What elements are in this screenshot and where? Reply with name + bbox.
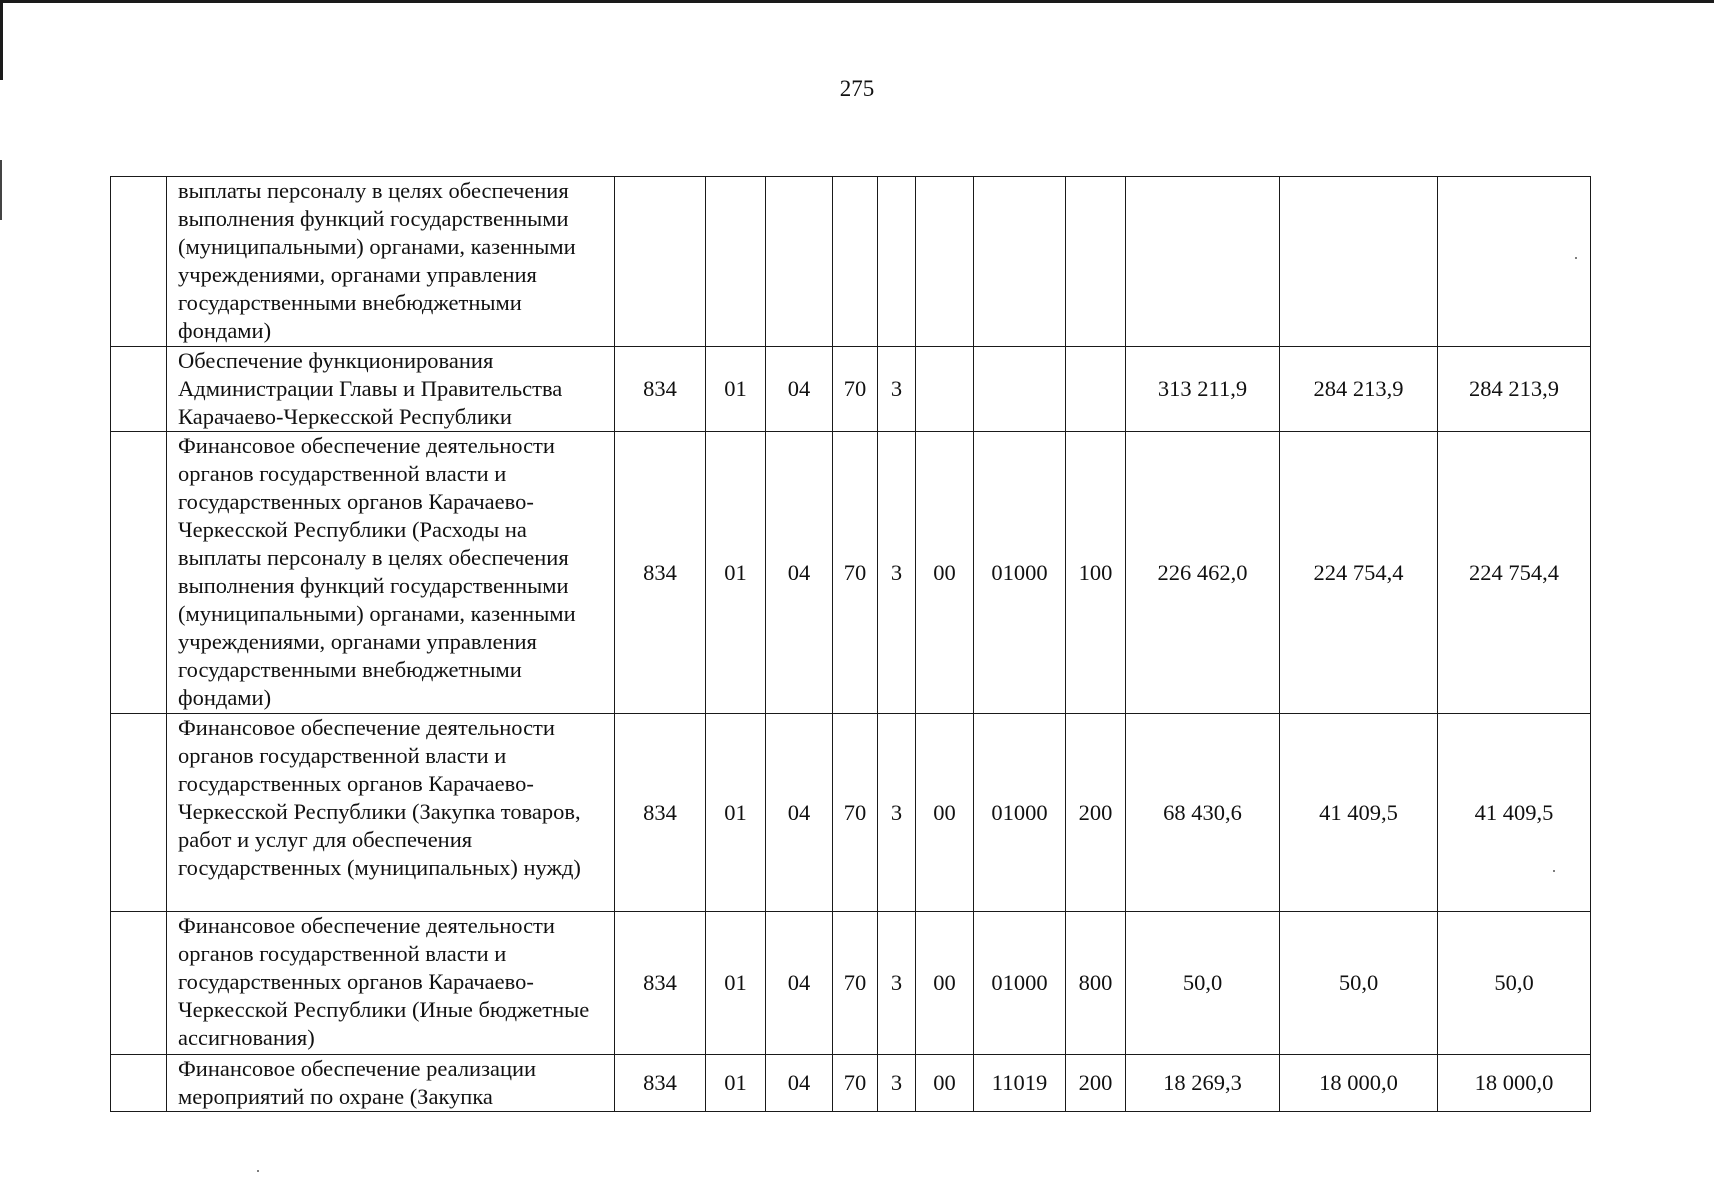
section-code: 01: [706, 714, 766, 912]
subsection-code: [766, 177, 833, 347]
subprogram-code: 3: [878, 714, 916, 912]
program-code: 70: [833, 912, 878, 1055]
row-index-cell: [111, 912, 167, 1055]
ministry-code: 834: [615, 1055, 706, 1112]
expense-type-code: [1066, 177, 1126, 347]
ministry-code: 834: [615, 912, 706, 1055]
row-description: Финансовое обеспечение реализации мероприятий по охране (Закупка: [167, 1055, 615, 1112]
subsection-code: 04: [766, 714, 833, 912]
table-row: [111, 347, 1591, 432]
basic-event-code: 00: [916, 714, 974, 912]
direction-code: 01000: [974, 432, 1066, 714]
subsection-code: 04: [766, 347, 833, 432]
amount-2: 18 000,0: [1280, 1055, 1438, 1112]
subsection-code: 04: [766, 912, 833, 1055]
expense-type-code: [1066, 347, 1126, 432]
amount-2: 224 754,4: [1280, 432, 1438, 714]
amount-1: 18 269,3: [1126, 1055, 1280, 1112]
subsection-code: 04: [766, 1055, 833, 1112]
direction-code: [974, 177, 1066, 347]
row-description: Финансовое обеспечение деятельности органов государственной власти и государственных органов Карачаево-Черкесской Республики (Иные бюджетные ассигнования): [167, 912, 615, 1055]
basic-event-code: 00: [916, 432, 974, 714]
program-code: [833, 177, 878, 347]
section-code: 01: [706, 347, 766, 432]
amount-3: 41 409,5: [1438, 714, 1591, 912]
ministry-code: 834: [615, 432, 706, 714]
scan-speck: [257, 1170, 259, 1172]
row-description: Финансовое обеспечение деятельности органов государственной власти и государственных органов Карачаево-Черкесской Республики (Расходы на выплаты персоналу в целях обеспечения выполнения функций государственными (муниципальными) органами, казенными учреждениями, органами управления государственными внебюджетными фондами): [167, 432, 615, 714]
expense-type-code: 200: [1066, 1055, 1126, 1112]
amount-3: 284 213,9: [1438, 347, 1591, 432]
amount-1: 50,0: [1126, 912, 1280, 1055]
program-code: 70: [833, 1055, 878, 1112]
table-row: [111, 177, 1591, 347]
table-row: [111, 912, 1591, 1055]
amount-2: 284 213,9: [1280, 347, 1438, 432]
subprogram-code: 3: [878, 347, 916, 432]
scan-edge-left: [0, 0, 3, 80]
amount-2: [1280, 177, 1438, 347]
row-description: Финансовое обеспечение деятельности органов государственной власти и государственных органов Карачаево-Черкесской Республики (Закупка товаров, работ и услуг для обеспечения государственных (муниципальных) нужд): [167, 714, 615, 912]
basic-event-code: 00: [916, 912, 974, 1055]
row-index-cell: [111, 177, 167, 347]
row-index-cell: [111, 714, 167, 912]
amount-1: [1126, 177, 1280, 347]
program-code: 70: [833, 347, 878, 432]
amount-3: 18 000,0: [1438, 1055, 1591, 1112]
amount-3: [1438, 177, 1591, 347]
basic-event-code: [916, 177, 974, 347]
basic-event-code: [916, 347, 974, 432]
subprogram-code: [878, 177, 916, 347]
row-index-cell: [111, 432, 167, 714]
program-code: 70: [833, 714, 878, 912]
expense-type-code: 200: [1066, 714, 1126, 912]
ministry-code: [615, 177, 706, 347]
amount-2: 41 409,5: [1280, 714, 1438, 912]
scan-speck: [1553, 870, 1555, 872]
amount-1: 226 462,0: [1126, 432, 1280, 714]
section-code: [706, 177, 766, 347]
budget-table: [110, 176, 1591, 1112]
subsection-code: 04: [766, 432, 833, 714]
scan-edge-top: [0, 0, 1714, 3]
direction-code: 11019: [974, 1055, 1066, 1112]
row-index-cell: [111, 1055, 167, 1112]
amount-1: 313 211,9: [1126, 347, 1280, 432]
amount-3: 50,0: [1438, 912, 1591, 1055]
row-description: Обеспечение функционирования Администрации Главы и Правительства Карачаево-Черкесской Республики: [167, 347, 615, 432]
expense-type-code: 100: [1066, 432, 1126, 714]
amount-2: 50,0: [1280, 912, 1438, 1055]
section-code: 01: [706, 1055, 766, 1112]
expense-type-code: 800: [1066, 912, 1126, 1055]
ministry-code: 834: [615, 714, 706, 912]
amount-1: 68 430,6: [1126, 714, 1280, 912]
ministry-code: 834: [615, 347, 706, 432]
basic-event-code: 00: [916, 1055, 974, 1112]
row-index-cell: [111, 347, 167, 432]
scan-speck: [1575, 257, 1577, 259]
table-row: [111, 714, 1591, 912]
subprogram-code: 3: [878, 1055, 916, 1112]
page-number: 275: [839, 76, 875, 101]
program-code: 70: [833, 432, 878, 714]
scan-edge-left-mark: [0, 160, 2, 220]
direction-code: 01000: [974, 912, 1066, 1055]
table-row: [111, 1055, 1591, 1112]
section-code: 01: [706, 432, 766, 714]
direction-code: [974, 347, 1066, 432]
amount-3: 224 754,4: [1438, 432, 1591, 714]
direction-code: 01000: [974, 714, 1066, 912]
subprogram-code: 3: [878, 912, 916, 1055]
table-row: [111, 432, 1591, 714]
row-description: выплаты персоналу в целях обеспечения выполнения функций государственными (муниципальными) органами, казенными учреждениями, органами управления государственными внебюджетными фондами): [167, 177, 615, 347]
section-code: 01: [706, 912, 766, 1055]
subprogram-code: 3: [878, 432, 916, 714]
